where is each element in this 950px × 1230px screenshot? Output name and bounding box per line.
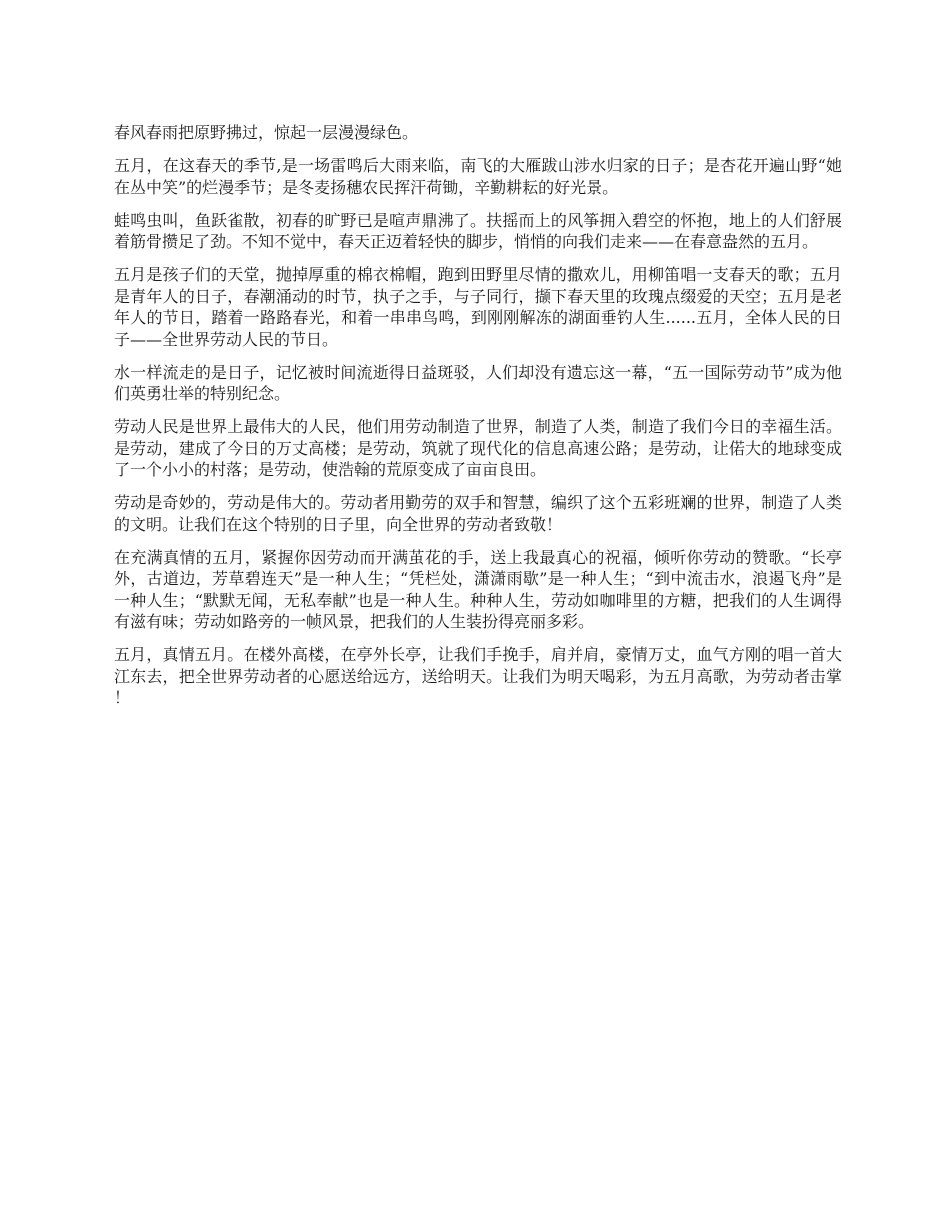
paragraph-4: 五月是孩子们的天堂，抛掉厚重的棉衣棉帽，跑到田野里尽情的撒欢儿，用柳笛唱一支春天的歌；五月是青年人的日子，春潮涌动的时节，执子之手，与子同行，撷下春天里的玫瑰点缀爱的天空；五月是老年人的节日，踏着一路路春光，和着一串串鸟鸣，到刚刚解冻的湖面垂钓人生......五月，全体人民的日子——全世界劳动人民的节日。 bbox=[114, 265, 842, 349]
paragraph-9: 五月，真情五月。在楼外高楼，在亭外长亭，让我们手挽手，肩并肩，豪情万丈，血气方刚的唱一首大江东去，把全世界劳动者的心愿送给远方，送给明天。让我们为明天喝彩，为五月高歌，为劳动者击掌！ bbox=[114, 645, 842, 707]
paragraph-8: 在充满真情的五月，紧握你因劳动而开满茧花的手，送上我最真心的祝福，倾听你劳动的赞歌。“长亭外，古道边，芳草碧连天”是一种人生；“凭栏处，潇潇雨歇”是一种人生；“到中流击水，浪遏飞舟”是一种人生；“默默无闻，无私奉献”也是一种人生。种种人生，劳动如咖啡里的方糖，把我们的人生调得有滋有味；劳动如路旁的一帧风景，把我们的人生装扮得亮丽多彩。 bbox=[114, 547, 842, 631]
document-body bbox=[114, 122, 842, 720]
paragraph-3: 蛙鸣虫叫，鱼跃雀散，初春的旷野已是喧声鼎沸了。扶摇而上的风筝拥入碧空的怀抱，地上的人们舒展着筋骨攒足了劲。不知不觉中，春天正迈着轻快的脚步，悄悄的向我们走来——在春意盎然的五月。 bbox=[114, 210, 842, 251]
paragraph-7: 劳动是奇妙的，劳动是伟大的。劳动者用勤劳的双手和智慧，编织了这个五彩班斓的世界，制造了人类的文明。让我们在这个特别的日子里，向全世界的劳动者致敬！ bbox=[114, 493, 842, 534]
paragraph-6: 劳动人民是世界上最伟大的人民，他们用劳动制造了世界，制造了人类，制造了我们今日的幸福生活。是劳动，建成了今日的万丈高楼；是劳动，筑就了现代化的信息高速公路；是劳动，让偌大的地球变成了一个小小的村落；是劳动，使浩翰的荒原变成了亩亩良田。 bbox=[114, 417, 842, 479]
paragraph-2: 五月，在这春天的季节,是一场雷鸣后大雨来临，南飞的大雁跋山涉水归家的日子；是杏花开遍山野“她在丛中笑”的烂漫季节；是冬麦扬穗农民挥汗荷锄，辛勤耕耘的好光景。 bbox=[114, 156, 842, 197]
paragraph-5: 水一样流走的是日子，记忆被时间流逝得日益斑驳，人们却没有遗忘这一幕，“五一国际劳动节”成为他们英勇壮举的特别纪念。 bbox=[114, 362, 842, 403]
paragraph-1: 春风春雨把原野拂过，惊起一层漫漫绿色。 bbox=[114, 123, 419, 142]
